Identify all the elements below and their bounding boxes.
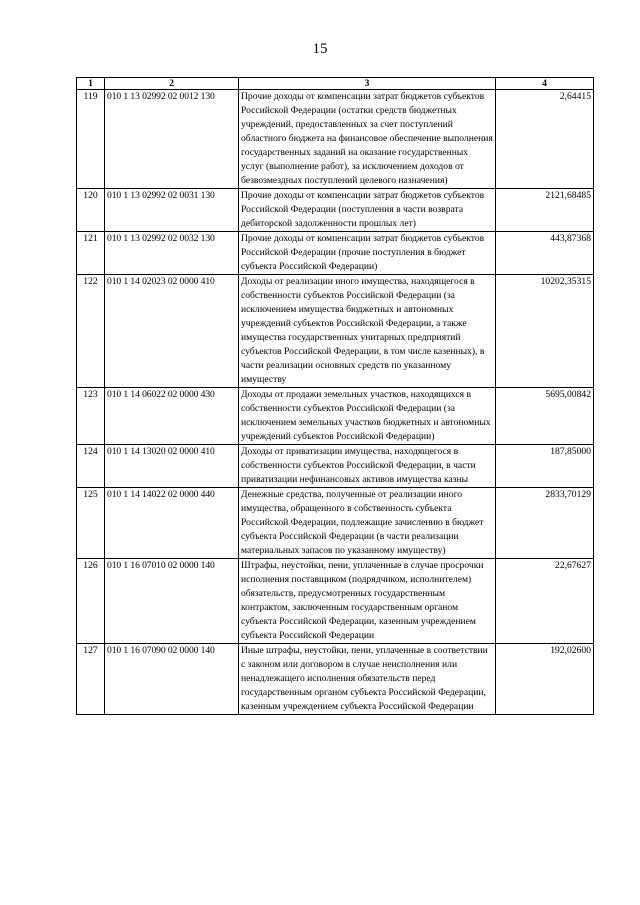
revenue-description: Штрафы, неустойки, пени, уплаченные в случае просрочки исполнения поставщиком (подрядчиком, исполнителем) обязательств, предусмотренных государственным контрактом, заключенным государственным органом субъекта Российской Федерации, казенным учреждением субъекта Российской Федерации: [239, 559, 496, 644]
table-row: [77, 232, 594, 275]
table-row: [77, 90, 594, 189]
table-row: [77, 388, 594, 445]
revenue-amount: 2833,70129: [496, 488, 594, 559]
budget-code: 010 1 13 02992 02 0012 130: [105, 90, 239, 189]
revenue-amount: 187,85000: [496, 445, 594, 488]
revenue-description: Доходы от приватизации имущества, находящегося в собственности субъектов Российской Федерации, в части приватизации нефинансовых активов имущества казны: [239, 445, 496, 488]
budget-revenue-table: [76, 77, 594, 715]
row-number: 121: [77, 232, 105, 275]
column-header-3: 3: [239, 78, 496, 90]
row-number: 127: [77, 644, 105, 715]
revenue-description: Доходы от реализации иного имущества, находящегося в собственности субъектов Российской Федерации (за исключением имущества бюджетных и автономных учреждений субъектов Российской Федерации, а также имущества государственных унитарных предприятий субъектов Российской Федерации, в том числе казенных), в части реализации основных средств по указанному имуществу: [239, 275, 496, 388]
table-row: [77, 559, 594, 644]
budget-code: 010 1 14 14022 02 0000 440: [105, 488, 239, 559]
revenue-description: Денежные средства, полученные от реализации иного имущества, обращенного в собственность субъекта Российской Федерации, подлежащие зачислению в бюджет субъекта Российской Федерации (в части реализации материальных запасов по указанному имуществу): [239, 488, 496, 559]
row-number: 120: [77, 189, 105, 232]
revenue-description: Доходы от продажи земельных участков, находящихся в собственности субъектов Российской Федерации (за исключением земельных участков бюджетных и автономных учреждений субъектов Российской Федерации): [239, 388, 496, 445]
revenue-description: Иные штрафы, неустойки, пени, уплаченные в соответствии с законом или договором в случае неисполнения или ненадлежащего исполнения обязательств перед государственным органом субъекта Российской Федерации, казенным учреждением субъекта Российской Федерации: [239, 644, 496, 715]
page-number: 15: [312, 41, 328, 57]
revenue-amount: 5695,00842: [496, 388, 594, 445]
table-header-row: [77, 78, 594, 90]
revenue-description: Прочие доходы от компенсации затрат бюджетов субъектов Российской Федерации (остатки средств бюджетных учреждений, предоставленных за счет поступлений областного бюджета на финансовое обеспечение выполнения государственных заданий на оказание государственных услуг (выполнение работ), за исключением доходов от безвозмездных поступлений целевого назначения): [239, 90, 496, 189]
row-number: 124: [77, 445, 105, 488]
table-row: [77, 275, 594, 388]
revenue-amount: 192,02600: [496, 644, 594, 715]
budget-code: 010 1 16 07010 02 0000 140: [105, 559, 239, 644]
revenue-description: Прочие доходы от компенсации затрат бюджетов субъектов Российской Федерации (поступления в части возврата дебиторской задолженности прошлых лет): [239, 189, 496, 232]
revenue-amount: 10202,35315: [496, 275, 594, 388]
row-number: 125: [77, 488, 105, 559]
revenue-amount: 2121,68485: [496, 189, 594, 232]
table-row: [77, 644, 594, 715]
budget-code: 010 1 16 07090 02 0000 140: [105, 644, 239, 715]
row-number: 126: [77, 559, 105, 644]
row-number: 122: [77, 275, 105, 388]
budget-code: 010 1 13 02992 02 0032 130: [105, 232, 239, 275]
budget-code: 010 1 14 06022 02 0000 430: [105, 388, 239, 445]
budget-code: 010 1 13 02992 02 0031 130: [105, 189, 239, 232]
revenue-description: Прочие доходы от компенсации затрат бюджетов субъектов Российской Федерации (прочие поступления в бюджет субъекта Российской Федерации): [239, 232, 496, 275]
budget-code: 010 1 14 02023 02 0000 410: [105, 275, 239, 388]
table-row: [77, 189, 594, 232]
revenue-amount: 443,87368: [496, 232, 594, 275]
table-row: [77, 445, 594, 488]
column-header-2: 2: [105, 78, 239, 90]
row-number: 123: [77, 388, 105, 445]
column-header-4: 4: [496, 78, 594, 90]
column-header-1: 1: [77, 78, 105, 90]
revenue-amount: 2,64415: [496, 90, 594, 189]
table-row: [77, 488, 594, 559]
revenue-amount: 22,67627: [496, 559, 594, 644]
row-number: 119: [77, 90, 105, 189]
budget-code: 010 1 14 13020 02 0000 410: [105, 445, 239, 488]
